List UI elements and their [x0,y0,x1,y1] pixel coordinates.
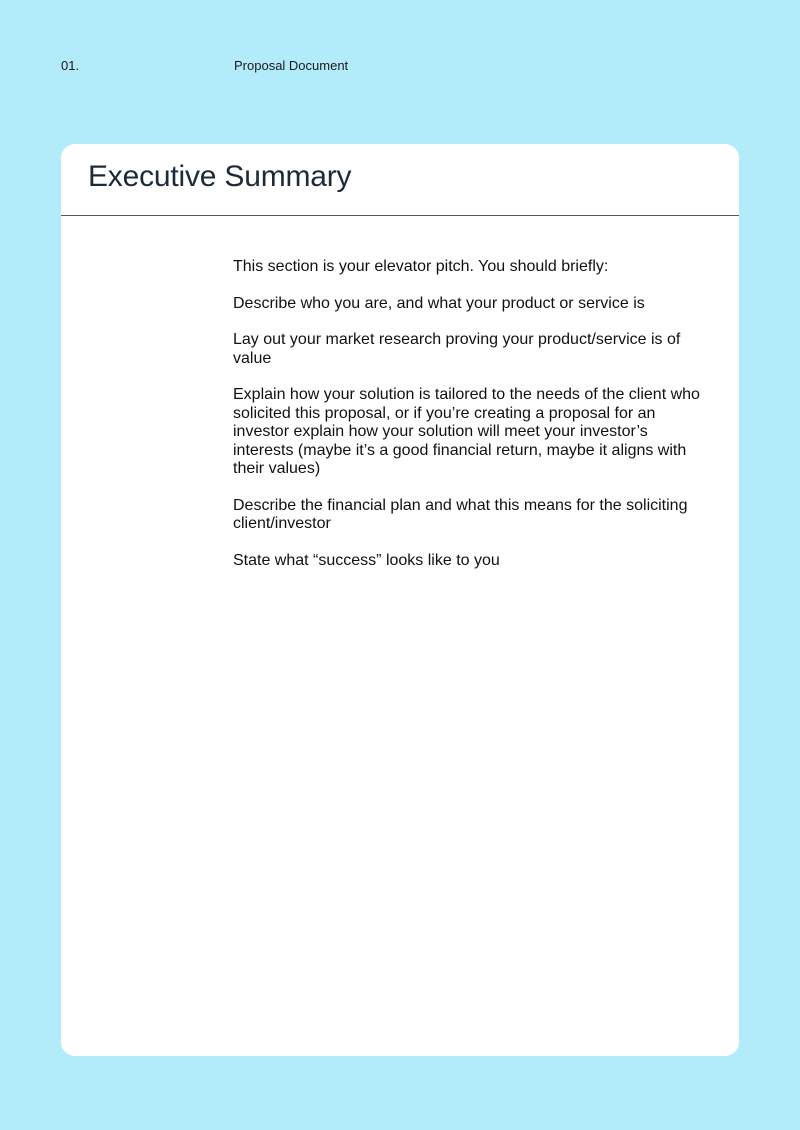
paragraph-solution-tailored: Explain how your solution is tailored to the needs of the client who solicited this proposal, or if you’re creating a proposal for an investor explain how your solution will meet your investor’s interests (maybe it’s a good financial return, maybe it aligns with their values) [233,386,700,477]
intro-paragraph: This section is your elevator pitch. You should briefly: [233,258,609,275]
paragraph-market-research: Lay out your market research proving your product/service is of value [233,331,681,367]
section-title: Executive Summary [88,160,352,193]
paragraph-success: State what “success” looks like to you [233,551,500,569]
paragraph-financial-plan: Describe the financial plan and what this means for the soliciting client/investor [233,496,688,532]
title-divider [61,215,739,216]
paragraph-describe-who: Describe who you are, and what your product or service is [233,294,645,312]
page-number: 01. [61,58,80,73]
section-body [233,258,703,588]
content-card [61,144,739,1056]
document-title: Proposal Document [234,58,349,73]
